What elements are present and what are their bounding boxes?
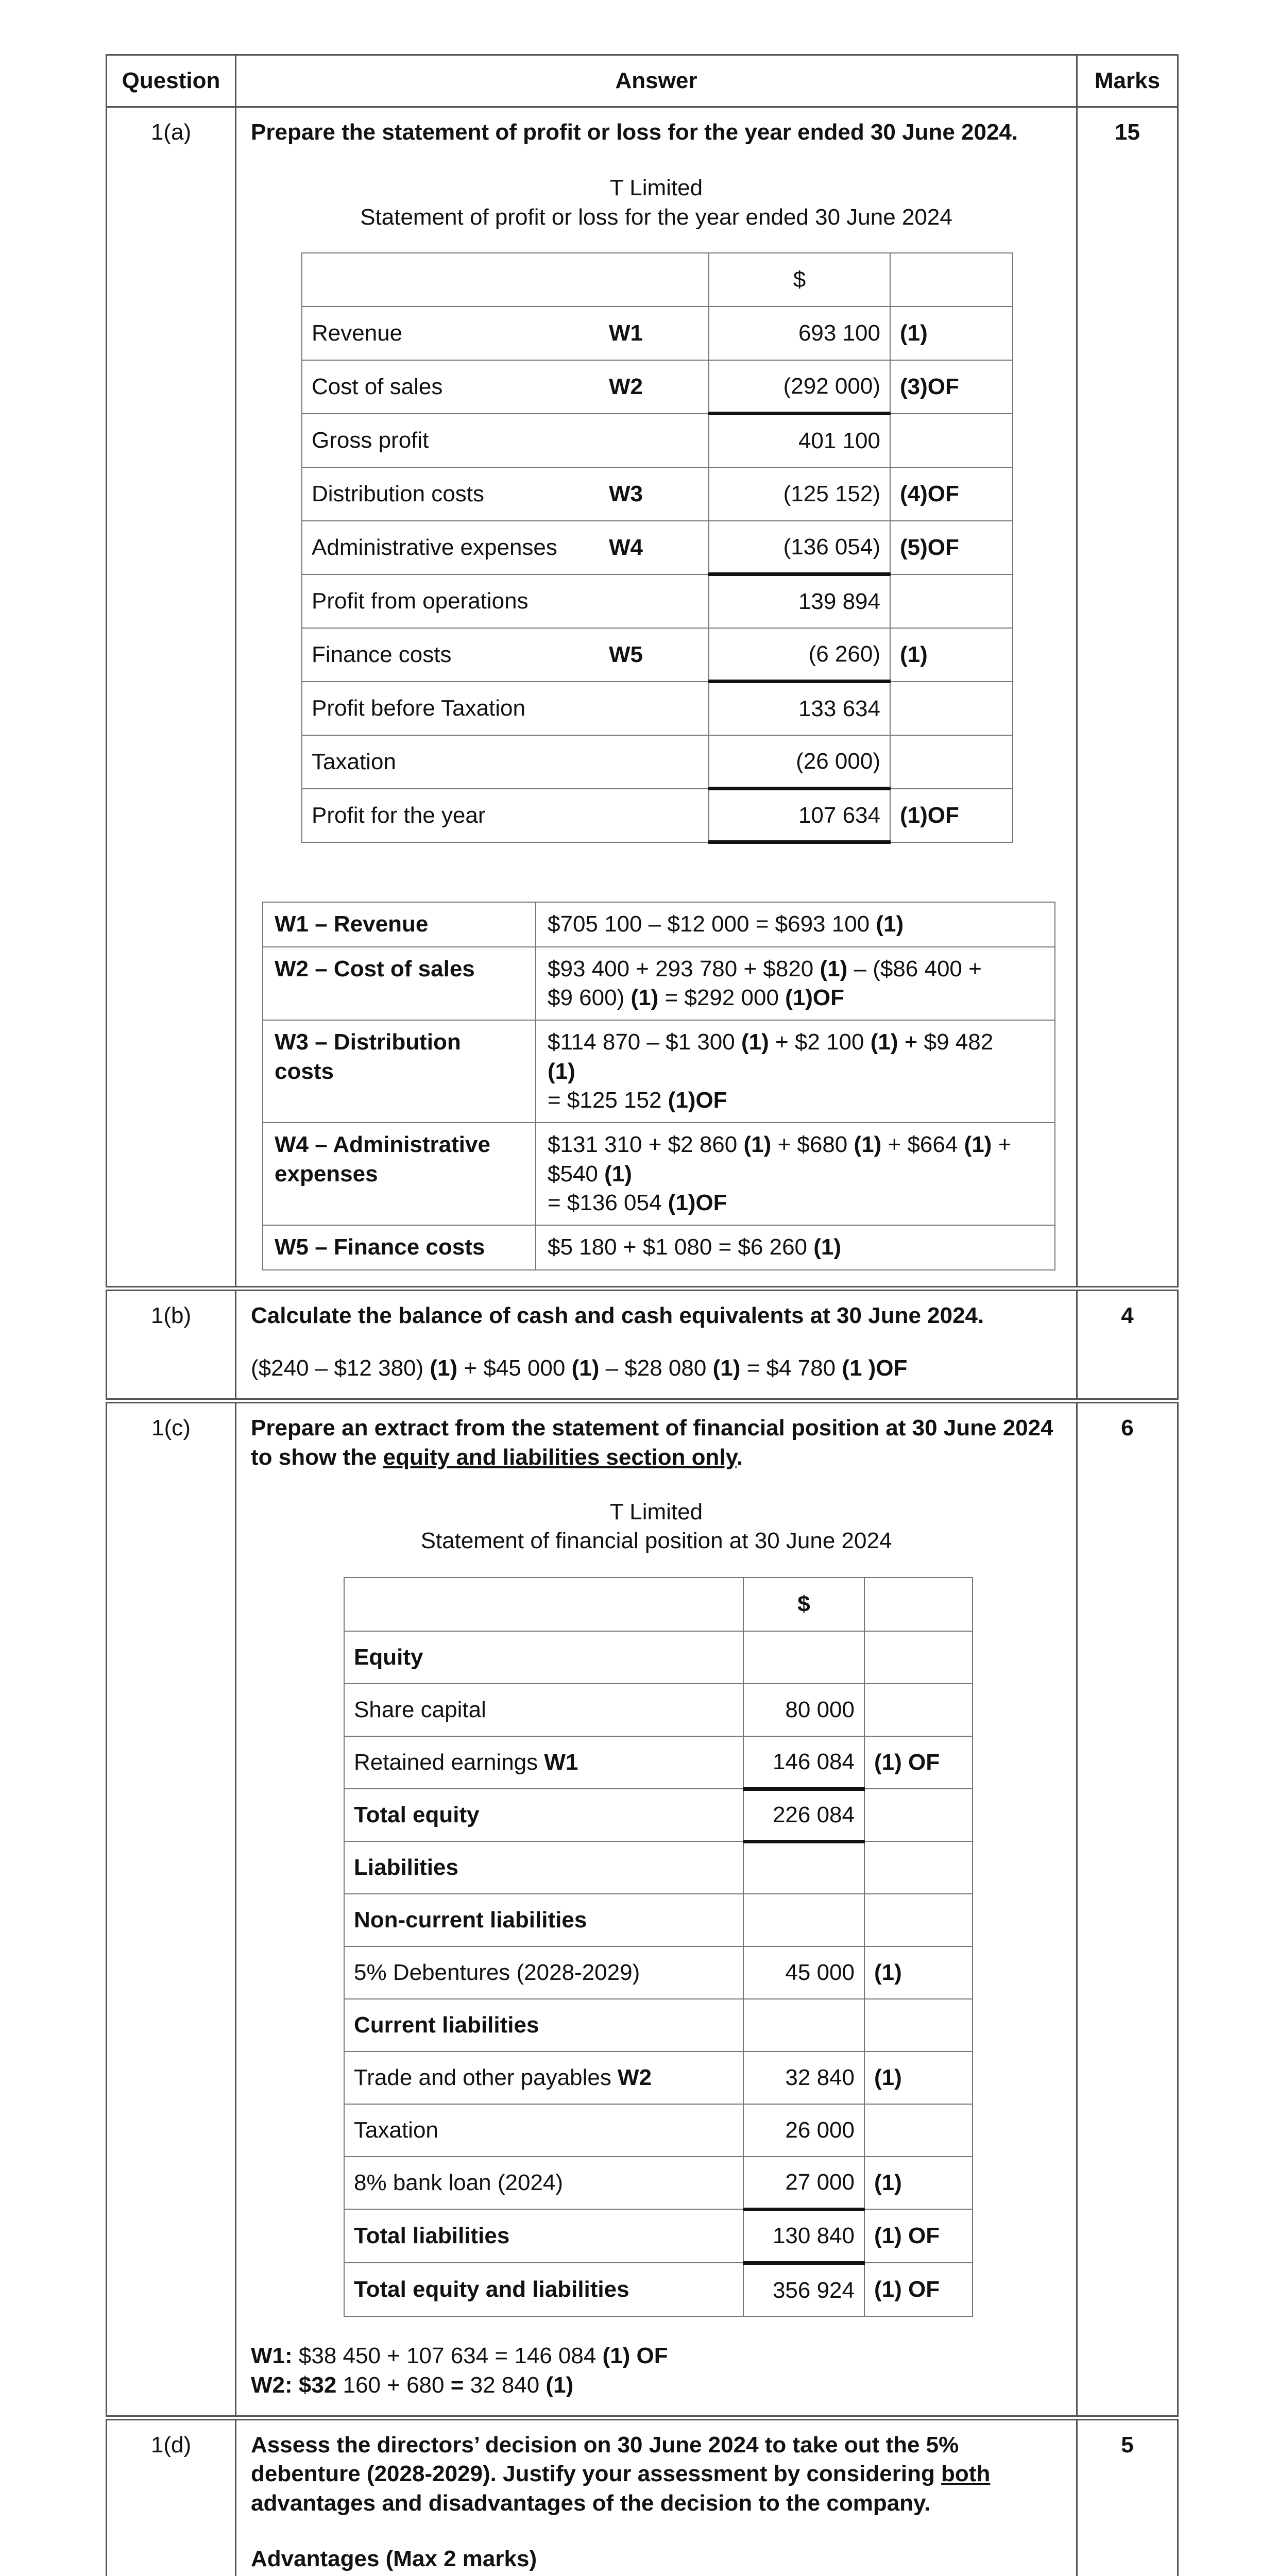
- working-label: W2 – Cost of sales: [263, 947, 536, 1021]
- table-row: [344, 1946, 973, 1999]
- line-label: Total equity and liabilities: [344, 2263, 743, 2316]
- line-mark: (1): [890, 307, 1013, 360]
- line-mark: [890, 414, 1013, 467]
- financial-position-table: [344, 1577, 973, 2317]
- line-value: 356 924: [743, 2263, 864, 2316]
- table-row: [302, 682, 1013, 735]
- table-row: [344, 2052, 973, 2104]
- line-mark: (1) OF: [864, 2263, 973, 2316]
- working-row: [263, 902, 1055, 946]
- answer-header: Answer: [236, 55, 1077, 107]
- line-mark: (1): [864, 1946, 973, 1999]
- line-label: Gross profit: [312, 427, 429, 453]
- line-mark: (1): [890, 628, 1013, 682]
- marks-value: 5: [1077, 2418, 1178, 2576]
- question-number: 1(b): [107, 1289, 236, 1401]
- working-ref: W5: [609, 641, 643, 667]
- line-label: Administrative expenses: [312, 534, 557, 560]
- line-mark: (3)OF: [890, 360, 1013, 414]
- question-prompt: Calculate the balance of cash and cash equivalents at 30 June 2024.: [251, 1302, 984, 1328]
- line-mark: [890, 735, 1013, 789]
- question-prompt: Prepare the statement of profit or loss for the year ended 30 June 2024.: [251, 120, 1018, 145]
- line-value: 139 894: [709, 574, 890, 628]
- working-calc: $93 400 + 293 780 + $820 (1) – ($86 400 + $9 600) (1) = $292 000 (1)OF: [536, 947, 1055, 1021]
- row-1a: [107, 107, 1178, 1289]
- line-value: 130 840: [743, 2209, 864, 2263]
- company-name: T Limited: [609, 1499, 703, 1524]
- line-label: Profit from operations: [312, 588, 529, 614]
- header-row: [107, 55, 1178, 107]
- working-row: [263, 1020, 1055, 1123]
- line-value: (136 054): [709, 521, 890, 574]
- table-row: [344, 1631, 973, 1684]
- answer-cell: [236, 1289, 1077, 1401]
- working-label: W3 – Distribution costs: [263, 1020, 536, 1123]
- line-label: Distribution costs: [312, 481, 485, 506]
- working-w2: W2: $32 160 + 680 = 32 840 (1): [251, 2372, 574, 2398]
- working-ref: W1: [609, 320, 643, 346]
- question-number: 1(c): [107, 1401, 236, 2418]
- table-row: [302, 360, 1013, 414]
- working-calc: $131 310 + $2 860 (1) + $680 (1) + $664 (1) + $540 (1) = $136 054 (1)OF: [536, 1123, 1055, 1225]
- table-row: [302, 789, 1013, 842]
- line-label: Share capital: [344, 1684, 743, 1736]
- working-label: W5 – Finance costs: [263, 1225, 536, 1269]
- line-label: Non-current liabilities: [344, 1894, 743, 1946]
- table-row: [344, 1684, 973, 1736]
- line-value: 401 100: [709, 414, 890, 467]
- working-label: W4 – Administrative expenses: [263, 1123, 536, 1225]
- answer-cell: [236, 107, 1077, 1289]
- table-row: [344, 2209, 973, 2263]
- line-value: 27 000: [743, 2157, 864, 2209]
- table-row: [302, 628, 1013, 682]
- question-number: 1(a): [107, 107, 236, 1289]
- table-row: [344, 2104, 973, 2157]
- table-row: [302, 467, 1013, 521]
- line-mark: [890, 682, 1013, 735]
- line-label: 8% bank loan (2024): [344, 2157, 743, 2209]
- marks-header: Marks: [1077, 55, 1178, 107]
- table-row: [344, 1789, 973, 1841]
- line-value: (125 152): [709, 467, 890, 521]
- line-label: Profit for the year: [312, 802, 486, 828]
- table-row: [344, 1578, 973, 1631]
- line-value: (292 000): [709, 360, 890, 414]
- line-label: Retained earnings: [354, 1750, 544, 1775]
- line-value: 26 000: [743, 2104, 864, 2157]
- working-calc: $705 100 – $12 000 = $693 100 (1): [536, 902, 1055, 946]
- table-row: [344, 1736, 973, 1789]
- currency-header: $: [709, 253, 890, 307]
- working-w1: W1: $38 450 + 107 634 = 146 084 (1) OF: [251, 2343, 668, 2369]
- working-row: [263, 1225, 1055, 1269]
- question-number: 1(d): [107, 2418, 236, 2576]
- cash-calculation: ($240 – $12 380) (1) + $45 000 (1) – $28 080 (1) = $4 780 (1 )OF: [251, 1355, 908, 1381]
- currency-header: $: [743, 1578, 864, 1631]
- line-value: 80 000: [743, 1684, 864, 1736]
- table-row: [302, 253, 1013, 307]
- line-value: (6 260): [709, 628, 890, 682]
- table-row: [344, 2263, 973, 2316]
- row-1c: [107, 1401, 1178, 2418]
- line-label: Current liabilities: [344, 1999, 743, 2052]
- line-value: 45 000: [743, 1946, 864, 1999]
- working-ref: W4: [609, 534, 643, 560]
- marks-value: 6: [1077, 1401, 1178, 2418]
- table-row: [302, 574, 1013, 628]
- line-label: Revenue: [312, 320, 403, 346]
- working-ref: W3: [609, 481, 643, 506]
- line-label: Taxation: [344, 2104, 743, 2157]
- working-row: [263, 947, 1055, 1021]
- table-row: [302, 414, 1013, 467]
- line-label: Equity: [344, 1631, 743, 1684]
- line-mark: [890, 574, 1013, 628]
- working-calc: $5 180 + $1 080 = $6 260 (1): [536, 1225, 1055, 1269]
- line-label: 5% Debentures (2028-2029): [344, 1946, 743, 1999]
- line-value: 146 084: [743, 1736, 864, 1789]
- working-ref: W2: [618, 2065, 652, 2091]
- line-label: Total liabilities: [344, 2209, 743, 2263]
- table-row: [344, 2157, 973, 2209]
- company-name: T Limited: [609, 175, 703, 201]
- statement-title: Statement of profit or loss for the year ended 30 June 2024: [360, 204, 952, 230]
- statement-title: Statement of financial position at 30 June 2024: [420, 1528, 892, 1554]
- line-mark: (1) OF: [864, 1736, 973, 1789]
- table-row: [344, 1841, 973, 1894]
- line-value: 107 634: [709, 789, 890, 842]
- line-mark: (1): [864, 2157, 973, 2209]
- answer-cell: [236, 1401, 1077, 2418]
- marks-value: 15: [1077, 107, 1178, 1289]
- line-value: (26 000): [709, 735, 890, 789]
- working-row: [263, 1123, 1055, 1225]
- line-label: Profit before Taxation: [312, 695, 525, 721]
- table-row: [344, 1894, 973, 1946]
- table-row: [344, 1999, 973, 2052]
- line-mark: (1): [864, 2052, 973, 2104]
- table-row: [302, 307, 1013, 360]
- marks-value: 4: [1077, 1289, 1178, 1401]
- line-mark: (5)OF: [890, 521, 1013, 574]
- working-label: W1 – Revenue: [263, 902, 536, 946]
- line-label: Liabilities: [344, 1841, 743, 1894]
- line-value: 226 084: [743, 1789, 864, 1841]
- table-row: [302, 735, 1013, 789]
- question-prompt: Prepare an extract from the statement of financial position at 30 June 2024 to show the equity and liabilities section only.: [251, 1415, 1053, 1470]
- line-mark: (1) OF: [864, 2209, 973, 2263]
- line-label: Cost of sales: [312, 374, 443, 399]
- line-mark: (4)OF: [890, 467, 1013, 521]
- advantages-heading: Advantages (Max 2 marks): [251, 2546, 537, 2571]
- line-value: 32 840: [743, 2052, 864, 2104]
- line-label: Finance costs: [312, 641, 452, 667]
- mark-scheme-table: [106, 54, 1179, 2576]
- workings-table: [262, 902, 1055, 1270]
- question-header: Question: [107, 55, 236, 107]
- question-prompt: Assess the directors’ decision on 30 June 2024 to take out the 5% debenture (2028-2029). Justify your assessment by considering both advantages and disadvantages of the decision to the company.: [251, 2432, 991, 2516]
- working-calc: $114 870 – $1 300 (1) + $2 100 (1) + $9 482 (1) = $125 152 (1)OF: [536, 1020, 1055, 1123]
- row-1d: [107, 2418, 1178, 2576]
- line-label: Trade and other payables: [354, 2065, 618, 2091]
- line-label: Total equity: [344, 1789, 743, 1841]
- working-ref: W1: [544, 1750, 578, 1775]
- table-row: [302, 521, 1013, 574]
- line-value: 133 634: [709, 682, 890, 735]
- line-value: 693 100: [709, 307, 890, 360]
- answer-cell: [236, 2418, 1077, 2576]
- line-mark: (1)OF: [890, 789, 1013, 842]
- row-1b: [107, 1289, 1178, 1401]
- line-label: Taxation: [312, 749, 396, 774]
- profit-loss-table: [301, 252, 1013, 844]
- working-ref: W2: [609, 374, 643, 399]
